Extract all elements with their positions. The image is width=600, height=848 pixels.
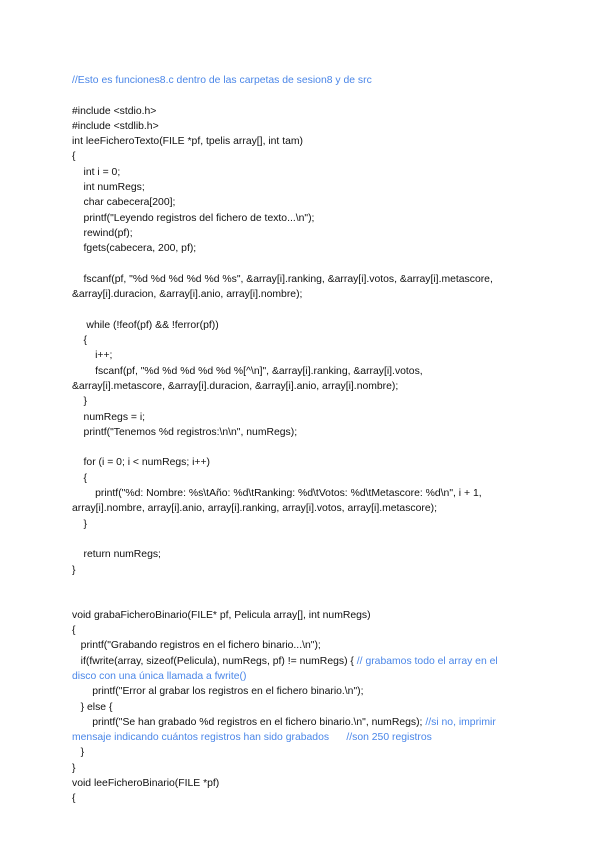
blank-line: [72, 257, 542, 272]
inline-comment: // grabamos todo el array en el: [356, 655, 498, 667]
code-line: &array[i].metascore, &array[i].duracion, &array[i].anio, array[i].nombre);: [72, 380, 399, 392]
code-line: }: [72, 396, 88, 408]
code-line: i++;: [72, 350, 113, 362]
code-text: if(fwrite(array, sizeof(Pelicula), numRegs, pf) != numRegs) {: [72, 655, 357, 667]
code-line: {: [72, 472, 88, 484]
comment-line: disco con una única llamada a fwrite(): [72, 670, 247, 682]
code-line: }: [72, 564, 76, 576]
code-line: {: [72, 335, 88, 347]
code-line: } else {: [72, 701, 113, 713]
blank-line: [72, 440, 542, 455]
code-line: {: [72, 151, 76, 163]
comment-line: mensaje indicando cuántos registros han sido grabados //son 250 registros: [72, 732, 432, 744]
code-line: printf("Error al grabar los registros en el fichero binario.\n");: [72, 686, 364, 698]
code-line: while (!feof(pf) && !ferror(pf)): [72, 319, 219, 331]
code-line: fscanf(pf, "%d %d %d %d %d %s", &array[i].ranking, &array[i].votos, &array[i].metascore,: [72, 273, 493, 285]
code-listing: [72, 73, 542, 807]
code-line: &array[i].duracion, &array[i].anio, array[i].nombre);: [72, 289, 303, 301]
code-line: array[i].nombre, array[i].anio, array[i].ranking, array[i].votos, array[i].metascore);: [72, 503, 437, 515]
code-line: numRegs = i;: [72, 411, 146, 423]
code-line: int leeFicheroTexto(FILE *pf, tpelis array[], int tam): [72, 136, 303, 148]
blank-line: [72, 302, 542, 317]
code-line: int i = 0;: [72, 166, 121, 178]
code-line: #include <stdlib.h>: [72, 120, 159, 132]
code-line: {: [72, 625, 76, 637]
inline-comment: //si no, imprimir: [425, 716, 496, 728]
code-line: void leeFicheroBinario(FILE *pf): [72, 778, 220, 790]
blank-line: [72, 578, 542, 608]
code-line: }: [72, 518, 88, 530]
code-line: printf("Tenemos %d registros:\n\n", numRegs);: [72, 426, 298, 438]
code-line: }: [72, 747, 85, 759]
code-line: printf("Leyendo registros del fichero de texto...\n");: [72, 212, 315, 224]
code-line: return numRegs;: [72, 549, 161, 561]
code-line: char cabecera[200];: [72, 197, 176, 209]
code-line: int numRegs;: [72, 182, 145, 194]
code-line: for (i = 0; i < numRegs; i++): [72, 457, 211, 469]
code-line: void grabaFicheroBinario(FILE* pf, Pelicula array[], int numRegs): [72, 609, 371, 621]
code-line: fgets(cabecera, 200, pf);: [72, 243, 197, 255]
code-line: rewind(pf);: [72, 227, 133, 239]
code-line: [72, 715, 542, 730]
code-line: {: [72, 793, 76, 805]
code-text: printf("Se han grabado %d registros en el fichero binario.\n", numRegs);: [72, 716, 426, 728]
code-line: printf("%d: Nombre: %s\tAño: %d\tRanking: %d\tVotos: %d\tMetascore: %d\n", i + 1,: [72, 488, 482, 500]
code-line: [72, 654, 542, 669]
code-line: #include <stdio.h>: [72, 105, 157, 117]
header-comment: //Esto es funciones8.c dentro de las carpetas de sesion8 y de src: [72, 75, 372, 86]
blank-line: [72, 88, 542, 103]
blank-line: [72, 532, 542, 547]
code-line: fscanf(pf, "%d %d %d %d %d %[^\n]", &array[i].ranking, &array[i].votos,: [72, 365, 423, 377]
code-line: }: [72, 762, 76, 774]
code-line: printf("Grabando registros en el fichero binario...\n");: [72, 640, 321, 652]
